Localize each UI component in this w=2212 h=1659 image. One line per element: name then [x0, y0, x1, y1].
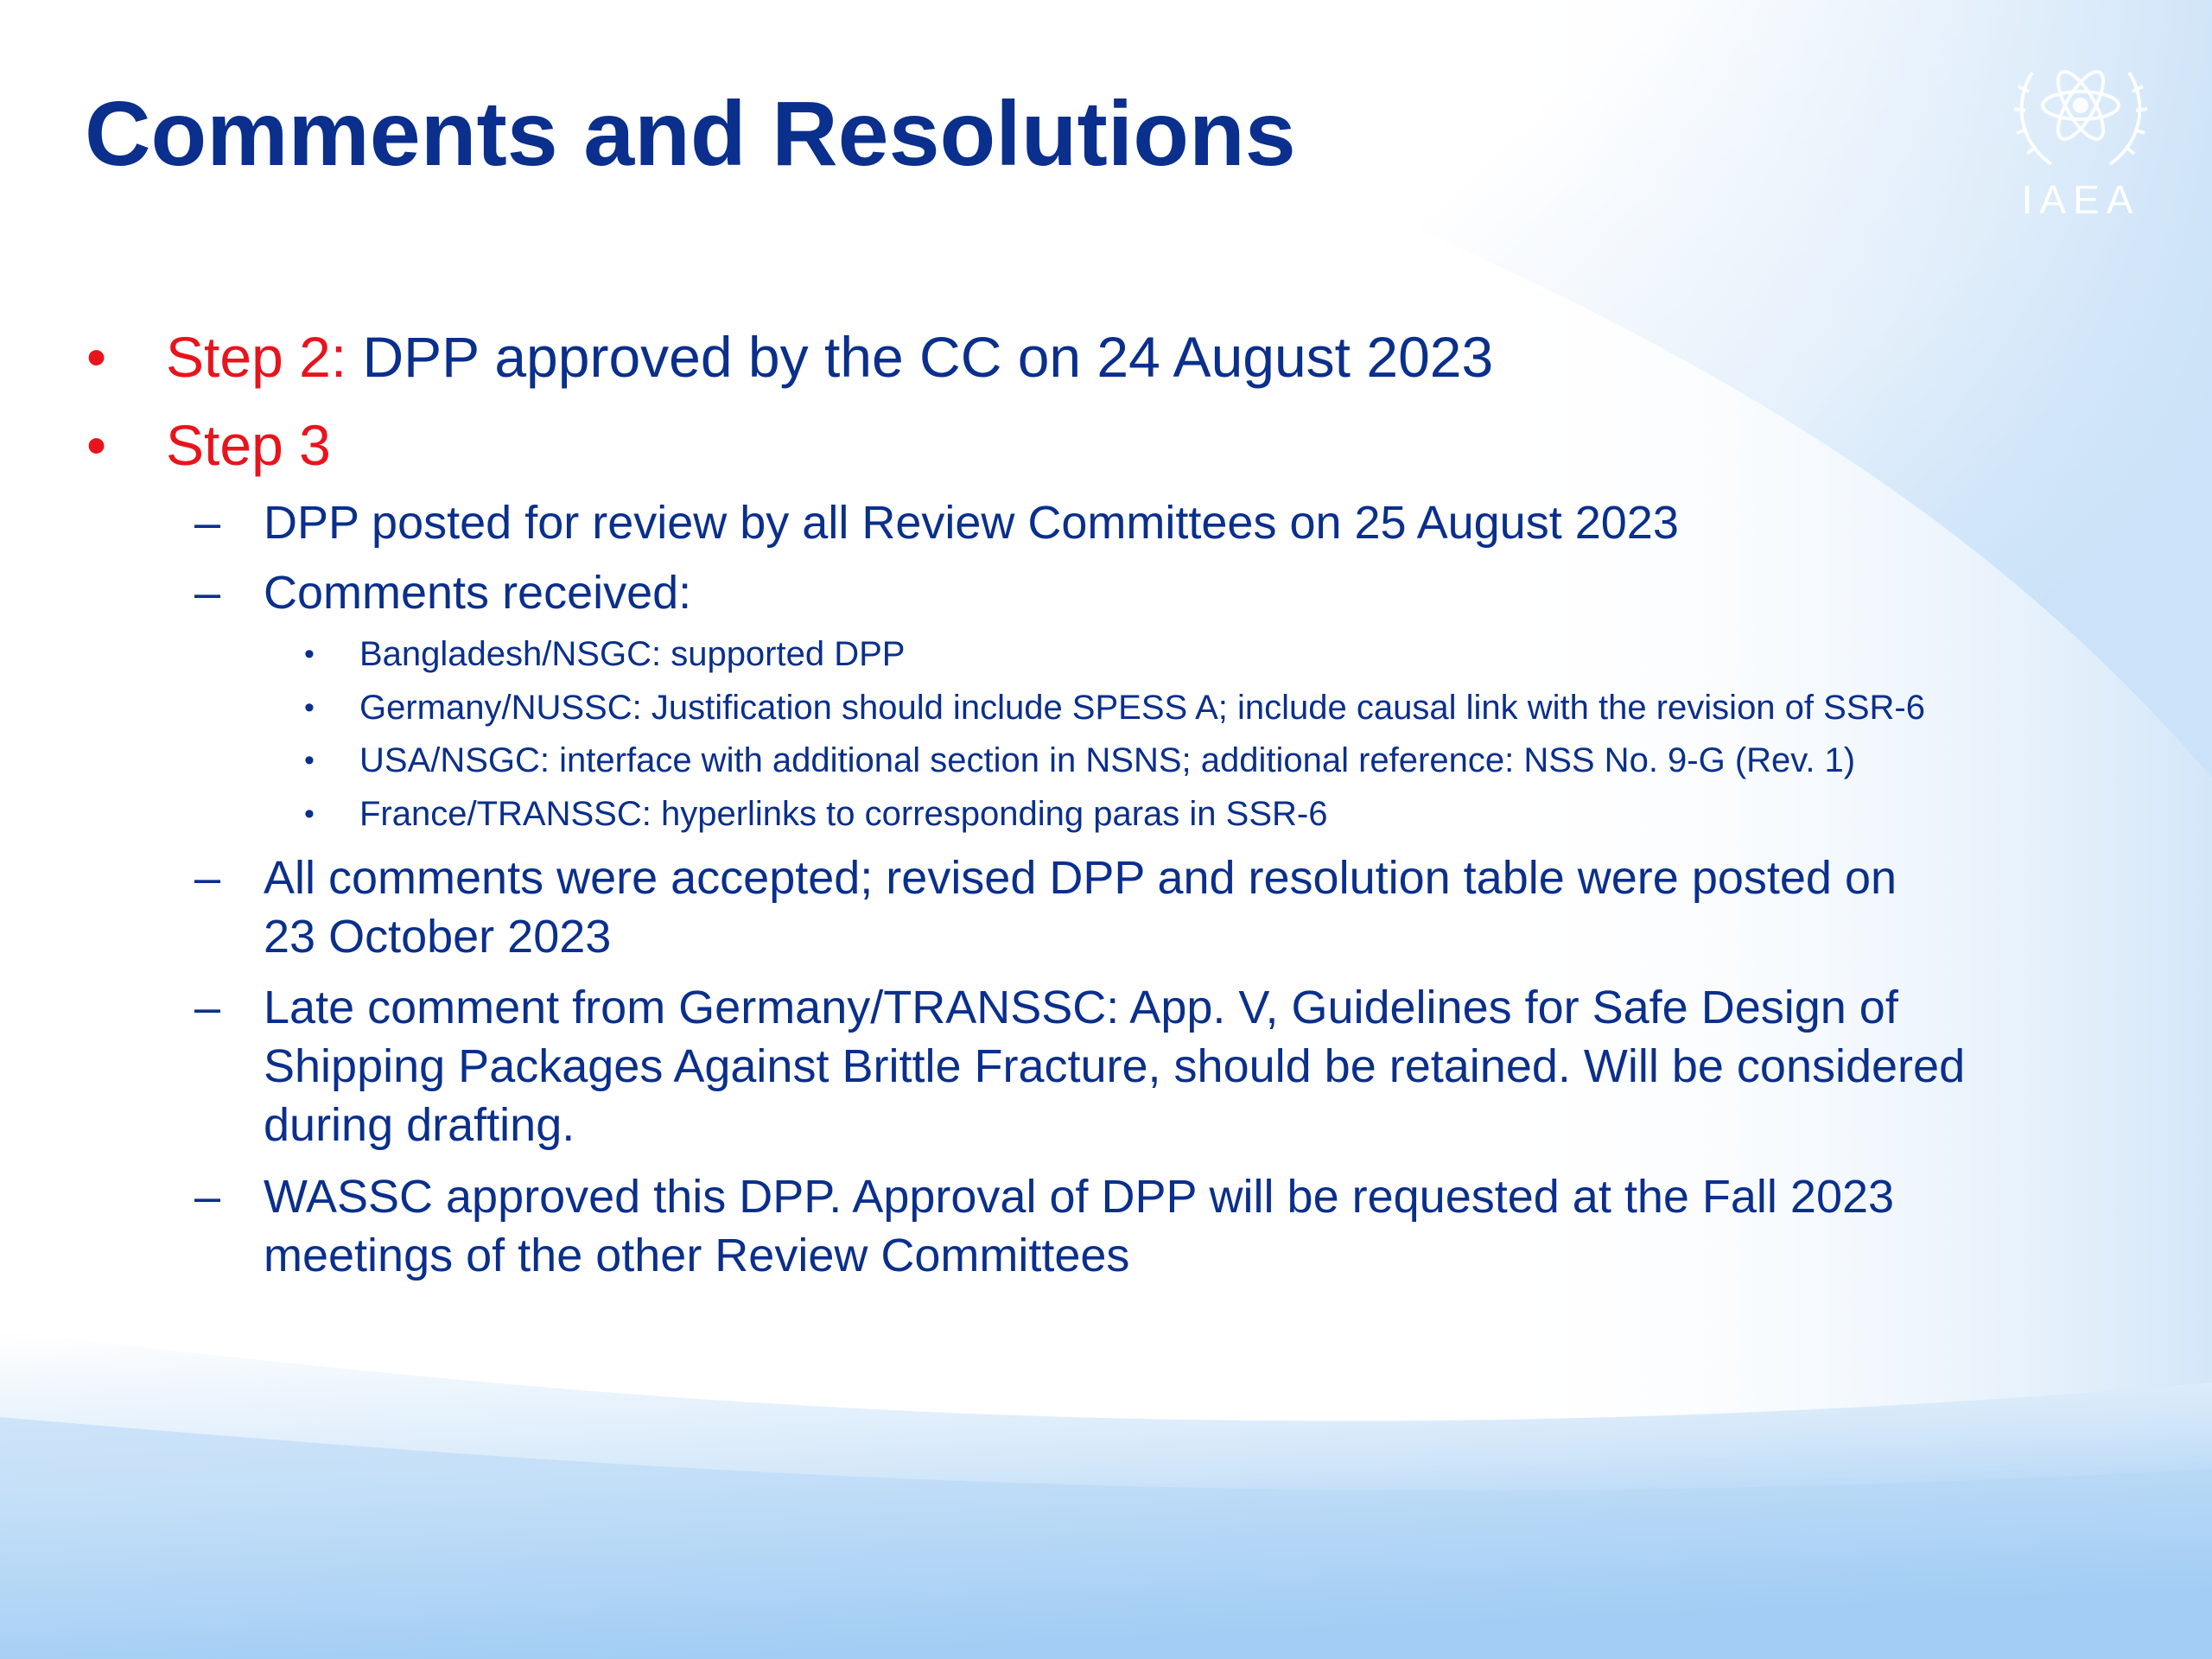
- bullet-marker: •: [304, 798, 315, 830]
- sub-item-text: 23 October 2023: [264, 911, 612, 963]
- comment-text: Germany/NUSSC: Justification should include SPESS A; include causal link with the revision of SSR-6: [359, 689, 1925, 727]
- iaea-logo: [2003, 38, 2158, 228]
- sub-item-text: Comments received:: [264, 567, 692, 619]
- comment-text: France/TRANSSC: hyperlinks to corresponding paras in SSR-6: [359, 795, 1328, 833]
- dash-marker: –: [194, 852, 221, 904]
- bullet-step-3: [86, 413, 331, 477]
- sub-item-text: Late comment from Germany/TRANSSC: App. V, Guidelines for Safe Design of: [264, 982, 1898, 1033]
- sub-item-text: during drafting.: [264, 1099, 575, 1151]
- bullet-marker: •: [304, 638, 315, 671]
- comment-item: [304, 632, 906, 676]
- bullet-marker: •: [86, 325, 107, 389]
- step-2-text: DPP approved by the CC on 24 August 2023: [346, 325, 1494, 389]
- step-3-label: Step 3: [166, 413, 331, 477]
- logo-text: IAEA: [2021, 177, 2140, 222]
- comment-item: [304, 739, 1856, 782]
- sub-item-text: All comments were accepted; revised DPP and resolution table were posted on: [264, 852, 1897, 904]
- step-2-label: Step 2:: [166, 325, 347, 389]
- sub-item-text: WASSC approved this DPP. Approval of DPP will be requested at the Fall 2023: [264, 1171, 1895, 1223]
- dash-marker: –: [194, 1171, 221, 1223]
- comment-text: USA/NSGC: interface with additional section in NSNS; additional reference: NSS No. 9-G (Rev. 1): [359, 741, 1856, 779]
- sub-item-accepted: [194, 849, 1897, 966]
- comment-text: Bangladesh/NSGC: supported DPP: [359, 635, 906, 673]
- sub-item-text: Shipping Packages Against Brittle Fracture, should be retained. Will be considered: [264, 1040, 1966, 1092]
- comment-item: [304, 686, 1925, 729]
- sub-item-posted: [194, 493, 1679, 552]
- sub-item-late-comment: [194, 978, 1966, 1154]
- comment-item: [304, 792, 1328, 836]
- bullet-marker: •: [304, 691, 315, 724]
- bullet-marker: •: [304, 744, 315, 777]
- dash-marker: –: [194, 982, 221, 1033]
- sub-item-text: meetings of the other Review Committees: [264, 1230, 1130, 1281]
- sub-item-wassc: [194, 1167, 1895, 1285]
- sub-item-text: DPP posted for review by all Review Committees on 25 August 2023: [264, 497, 1679, 549]
- sub-item-received: [194, 563, 692, 622]
- bullet-step-2: [86, 325, 1494, 389]
- slide-title: Comments and Resolutions: [85, 83, 1296, 185]
- iaea-atom-laurel-icon: [2003, 38, 2158, 228]
- dash-marker: –: [194, 497, 221, 549]
- dash-marker: –: [194, 567, 221, 619]
- bullet-marker: •: [86, 413, 107, 477]
